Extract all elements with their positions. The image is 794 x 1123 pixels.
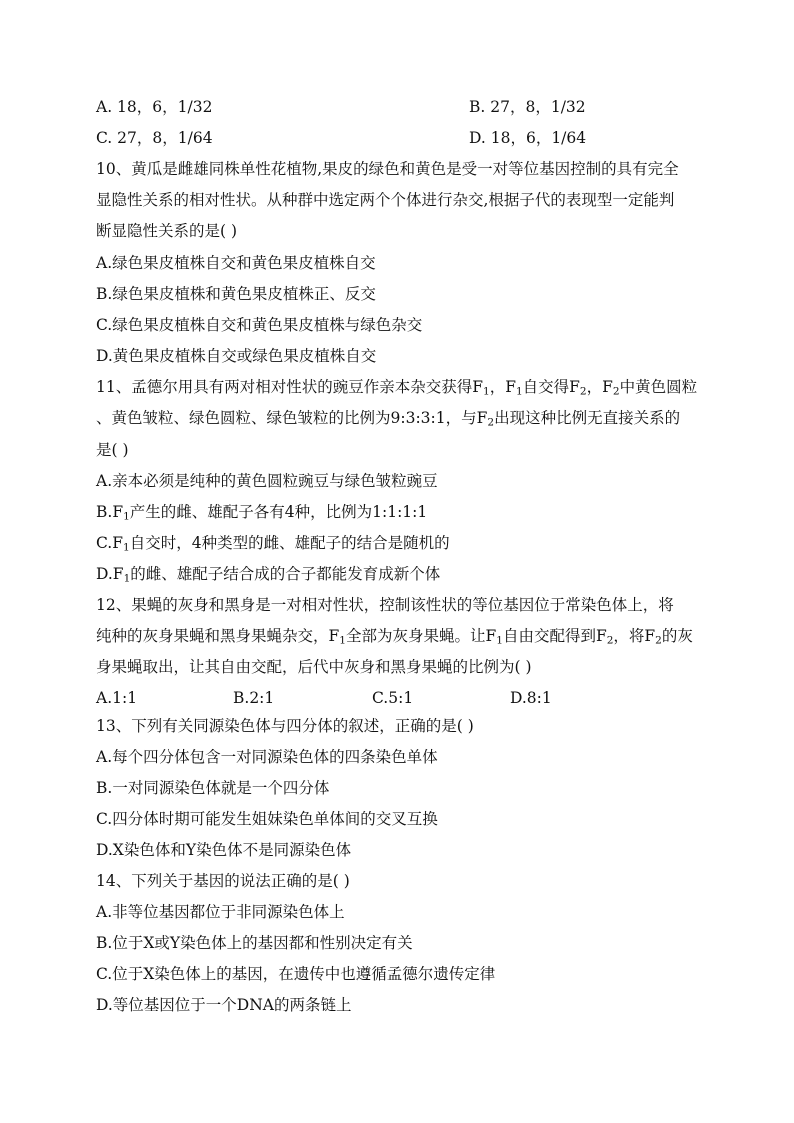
- q14-option-c: C.位于X染色体上的基因，在遗传中也遵循孟德尔遗传定律: [96, 965, 496, 983]
- q9-options-row-2: [96, 128, 587, 148]
- q12-stem-line-2: 纯种的灰身果蝇和黑身果蝇杂交，$F_1$全部为灰身果蝇。让$F_1$自由交配得到$F_2$，将$F_2$的灰: [96, 627, 693, 647]
- q10-stem-line-1: 10、黄瓜是雌雄同株单性花植物,果皮的绿色和黄色是受一对等位基因控制的具有完全: [96, 160, 679, 178]
- q9-option-b: B. 27，8，1/32: [469, 98, 586, 116]
- q11-option-a: A.亲本必须是纯种的黄色圆粒豌豆与绿色皱粒豌豆: [96, 472, 438, 490]
- q12-option-a: A.1:1: [96, 689, 138, 707]
- q13-option-a: A.每个四分体包含一对同源染色体的四条染色单体: [96, 748, 438, 766]
- q9-option-c: C. 27，8，1/64: [96, 129, 213, 147]
- q12-option-c: C.5:1: [372, 689, 414, 707]
- q13-option-d: D.X染色体和Y染色体不是同源染色体: [96, 841, 352, 859]
- q10-option-a: A.绿色果皮植株自交和黄色果皮植株自交: [96, 254, 376, 272]
- q11-option-d: $D.F_1$的雌、雄配子结合成的合子都能发育成新个体: [96, 565, 441, 585]
- q13-option-b: B.一对同源染色体就是一个四分体: [96, 779, 330, 797]
- q10-stem-line-2: 显隐性关系的相对性状。从种群中选定两个个体进行杂交,根据子代的表现型一定能判: [96, 191, 675, 209]
- q12-option-b: B.2:1: [233, 689, 275, 707]
- q12-options-row: [96, 688, 696, 708]
- q11-option-c: $C.F_1$自交时，4种类型的雌、雄配子的结合是随机的: [96, 534, 450, 554]
- q10-stem-line-3: 断显隐性关系的是( ): [96, 222, 238, 240]
- q13-option-c: C.四分体时期可能发生姐妹染色单体间的交叉互换: [96, 810, 438, 828]
- q9-options-row-1: [96, 97, 586, 117]
- q14-stem: 14、下列关于基因的说法正确的是( ): [96, 872, 350, 890]
- q11-stem-line-2: 、黄色皱粒、绿色圆粒、绿色皱粒的比例为9:3:3:1，与$F_2$出现这种比例无直接关系的: [96, 409, 681, 429]
- q11-stem-line-1: 11、孟德尔用具有两对相对性状的豌豆作亲本杂交获得$F_1$，$F_1$自交得$F_2$，$F_2$中黄色圆粒: [96, 378, 698, 398]
- q12-stem-line-1: 12、果蝇的灰身和黑身是一对相对性状，控制该性状的等位基因位于常染色体上，将: [96, 596, 674, 614]
- q12-stem-line-3: 身果蝇取出，让其自由交配，后代中灰身和黑身果蝇的比例为( ): [96, 658, 532, 676]
- q14-option-a: A.非等位基因都位于非同源染色体上: [96, 903, 345, 921]
- q10-option-b: B.绿色果皮植株和黄色果皮植株正、反交: [96, 285, 376, 303]
- q14-option-b: B.位于X或Y染色体上的基因都和性别决定有关: [96, 934, 413, 952]
- q14-option-d: D.等位基因位于一个DNA的两条链上: [96, 996, 352, 1014]
- q10-option-c: C.绿色果皮植株自交和黄色果皮植株与绿色杂交: [96, 316, 423, 334]
- q12-option-d: D.8:1: [510, 689, 552, 707]
- q9-option-a: A. 18，6，1/32: [96, 98, 213, 116]
- q11-stem-line-3: 是( ): [96, 441, 129, 459]
- q10-option-d: D.黄色果皮植株自交或绿色果皮植株自交: [96, 347, 377, 365]
- q9-option-d: D. 18，6，1/64: [469, 129, 587, 147]
- q11-option-b: $B.F_1$产生的雌、雄配子各有4种，比例为1:1:1:1: [96, 503, 428, 523]
- q13-stem: 13、下列有关同源染色体与四分体的叙述，正确的是( ): [96, 717, 474, 735]
